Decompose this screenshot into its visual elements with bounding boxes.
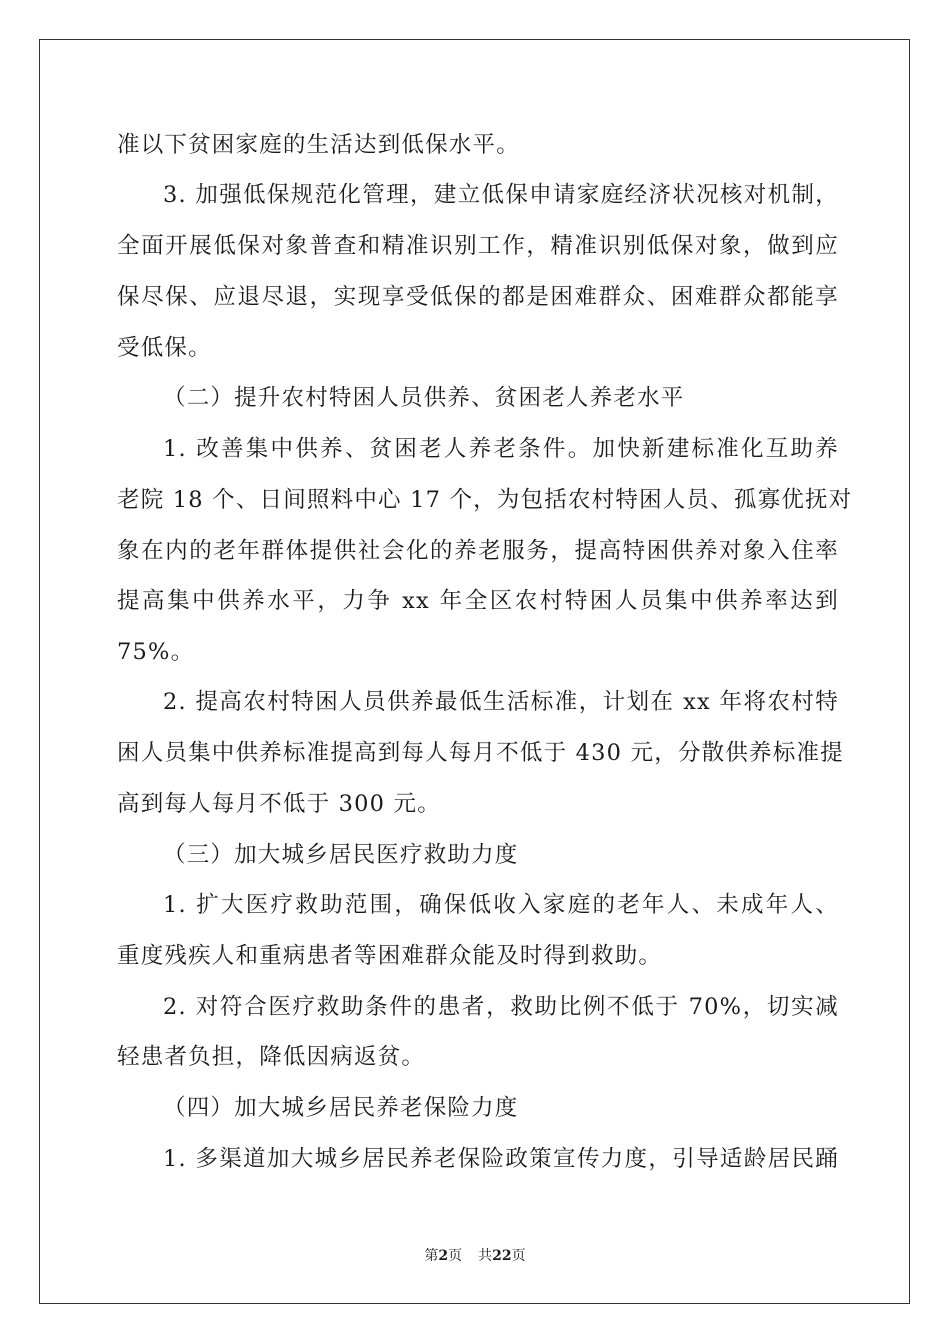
footer-total-prefix: 共 — [478, 1248, 493, 1264]
paragraph-line: 1. 多渠道加大城乡居民养老保险政策宣传力度，引导适龄居民踊 — [163, 1146, 839, 1172]
page-footer — [0, 1246, 950, 1266]
paragraph-line: 老院 18 个、日间照料中心 17 个，为包括农村特困人员、孤寡优抚对 — [117, 487, 853, 513]
paragraph-line: 全面开展低保对象普查和精准识别工作，精准识别低保对象，做到应 — [117, 233, 839, 259]
paragraph-line: 保尽保、应退尽退，实现享受低保的都是困难群众、困难群众都能享 — [117, 284, 839, 310]
paragraph-line: 提高集中供养水平，力争 xx 年全区农村特困人员集中供养率达到 — [117, 588, 839, 614]
section-heading: （三）加大城乡居民医疗救助力度 — [163, 842, 519, 868]
section-heading: （二）提升农村特困人员供养、贫困老人养老水平 — [163, 385, 685, 411]
paragraph-line: 75%。 — [117, 639, 195, 665]
paragraph-line: 1. 改善集中供养、贫困老人养老条件。加快新建标准化互助养 — [163, 436, 839, 462]
paragraph-line: 2. 提高农村特困人员供养最低生活标准，计划在 xx 年将农村特 — [163, 689, 839, 715]
section-heading: （四）加大城乡居民养老保险力度 — [163, 1095, 519, 1121]
footer-total-suffix: 页 — [511, 1248, 526, 1264]
paragraph-line: 受低保。 — [117, 335, 212, 361]
footer-page-suffix: 页 — [448, 1248, 463, 1264]
footer-page-prefix: 第 — [424, 1248, 439, 1264]
paragraph-line: 1. 扩大医疗救助范围，确保低收入家庭的老年人、未成年人、 — [163, 892, 839, 918]
paragraph-line: 高到每人每月不低于 300 元。 — [117, 791, 441, 817]
paragraph-line: 象在内的老年群体提供社会化的养老服务，提高特困供养对象入住率 — [117, 538, 839, 564]
paragraph-line: 准以下贫困家庭的生活达到低保水平。 — [117, 132, 520, 158]
paragraph-line: 轻患者负担，降低因病返贫。 — [117, 1044, 426, 1070]
paragraph-line: 困人员集中供养标准提高到每人每月不低于 430 元，分散供养标准提 — [117, 740, 844, 766]
footer-page-number: 2 — [438, 1248, 449, 1264]
footer-total-number: 22 — [492, 1248, 512, 1264]
paragraph-line: 3. 加强低保规范化管理，建立低保申请家庭经济状况核对机制， — [163, 182, 839, 208]
paragraph-line: 2. 对符合医疗救助条件的患者，救助比例不低于 70%，切实减 — [163, 994, 839, 1020]
paragraph-line: 重度残疾人和重病患者等困难群众能及时得到救助。 — [117, 943, 663, 969]
